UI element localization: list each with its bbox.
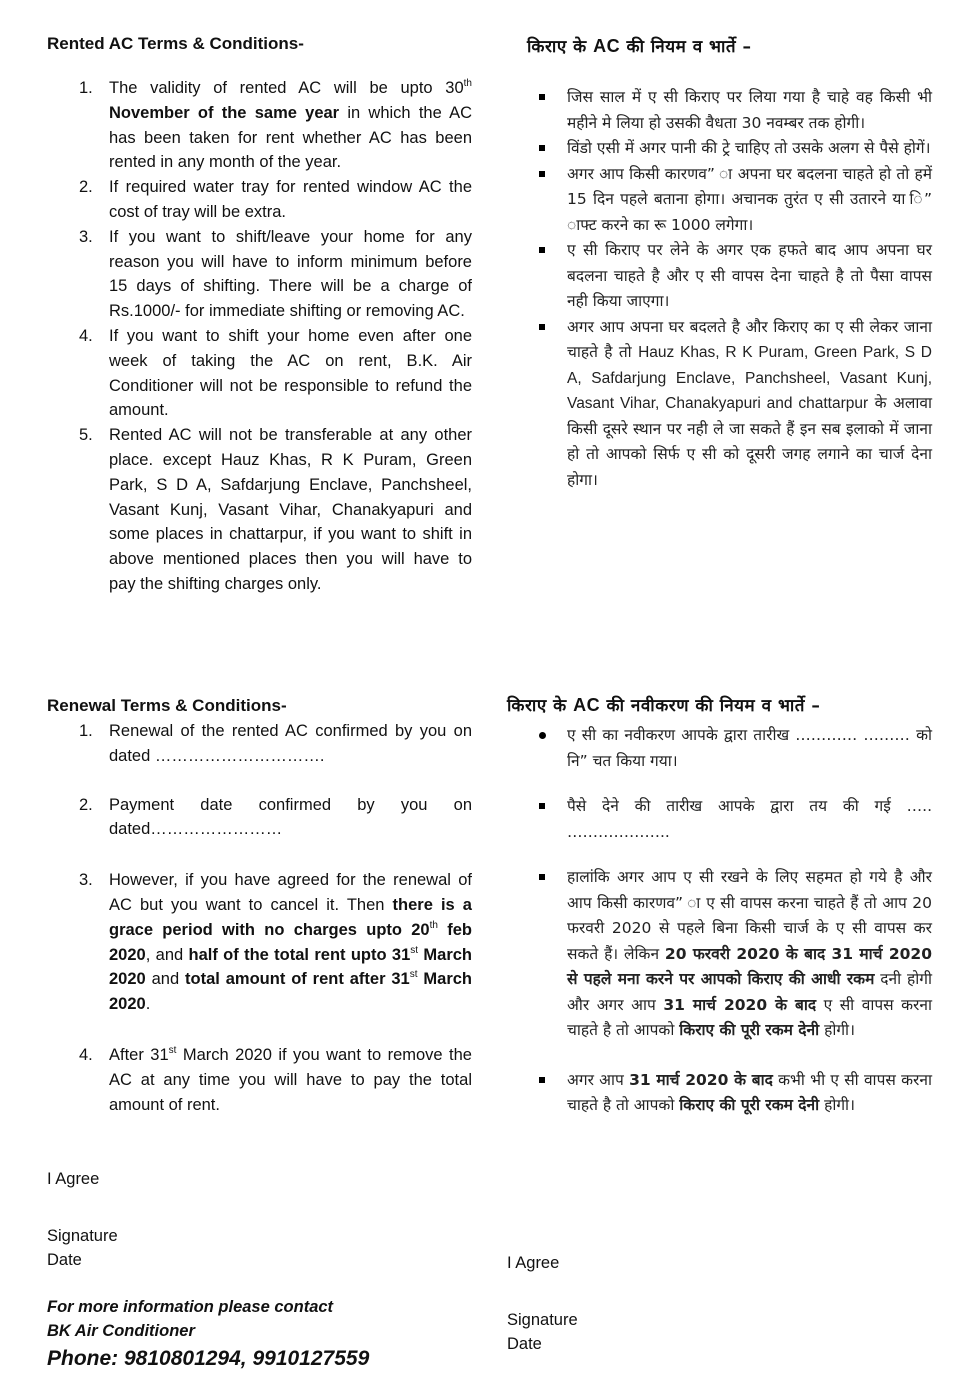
rented-terms-heading-hindi: किराए के AC की नियम व भार्ते –	[527, 36, 752, 57]
square-bullet-icon	[539, 803, 545, 809]
list-item: जिस साल में ए सी किराए पर लिया गया है चाहे वह किसी भी महीने मे लिया हो उसकी वैधता 30 नवम्बर तक होगी।	[507, 85, 932, 136]
list-item: पैसे देने की तारीख आपके द्वारा तय की गई ….. ………………..	[507, 794, 932, 845]
date-label: Date	[47, 1251, 82, 1269]
signature-label-right: Signature	[507, 1311, 578, 1329]
list-item: 4. After 31st March 2020 if you want to remove the AC at any time you will have to pay the total amount of rent.	[79, 1044, 472, 1114]
rented-terms-list-hindi	[507, 85, 932, 493]
list-item: अगर आप किसी कारणव” ा अपना घर बदलना चाहते हो तो हमें 15 दिन पहले बताना होगा। अचानक तुरंत ए सी उतारने या ि” ाफ्ट करने का रू 1000 लगेगा।	[507, 162, 932, 239]
agree-label-right: I Agree	[507, 1254, 560, 1272]
renewal-terms-hi	[507, 694, 932, 1119]
list-item: अगर आप अपना घर बदलते है और किराए का ए सी लेकर जाना चाहते है तो Hauz Khas, R K Puram, Green Park, S D A, Safdarjung Enclave, Panchsheel, Vasant Kunj, Vasant Vihar, Chanakyapuri and chattarpur के अलावा किसी दूसरे स्थान पर नही ले जा सकते हैं इन सब इलाको में जाना हो तो आपको सिर्फ ए सी को दूसरी जगह लगाने का चार्ज देना होगा।	[507, 315, 932, 494]
square-bullet-icon	[539, 247, 545, 253]
rented-terms-heading: Rented AC Terms & Conditions-	[47, 34, 304, 53]
signature-label: Signature	[47, 1227, 118, 1245]
rented-terms-hi	[527, 35, 932, 493]
round-bullet-icon	[539, 732, 546, 739]
square-bullet-icon	[539, 171, 545, 177]
list-item: 3. However, if you have agreed for the renewal of AC but you want to cancel it. Then there is a grace period with no charges upto 20th feb 2020, and half of the total rent upto 31st March 2020 and total amount of rent after 31st March 2020.	[79, 871, 472, 1014]
date-label-right: Date	[507, 1335, 542, 1353]
rented-terms-en	[47, 33, 472, 597]
agree-label: I Agree	[47, 1170, 100, 1188]
list-item: ए सी किराए पर लेने के अगर एक हफते बाद आप अपना घर बदलना चाहते है और ए सी वापस देना चाहते है तो पैसा वापस नही किया जाएगा।	[507, 238, 932, 315]
list-item: 2. If required water tray for rented window AC the cost of tray will be extra.	[79, 178, 472, 221]
company-name: BK Air Conditioner	[47, 1322, 195, 1340]
renewal-terms-heading: Renewal Terms & Conditions-	[47, 696, 287, 715]
renewal-terms-list-hindi	[507, 723, 932, 1119]
list-item: विंडो एसी में अगर पानी की ट्रे चाहिए तो उसके अलग से पैसे होगें।	[507, 136, 932, 162]
list-item: अगर आप 31 मार्च 2020 के बाद कभी भी ए सी वापस करना चाहते है तो आपको किराए की पूरी रकम देनी होगी।	[507, 1068, 932, 1119]
square-bullet-icon	[539, 874, 545, 880]
renewal-terms-heading-hindi: किराए के AC की नवीकरण की नियम व भार्ते –	[507, 695, 821, 716]
list-item: 5. Rented AC will not be transferable at any other place. except Hauz Khas, R K Puram, Green Park, S D A, Safdarjung Enclave, Panchsheel, Vasant Kunj, Vasant Vihar, Chanakyapuri and some places in chattarpur, if you want to shift in above mentioned places then you will have to pay the shifting charges only.	[79, 426, 472, 593]
contact-block	[47, 1295, 369, 1374]
square-bullet-icon	[539, 145, 545, 151]
list-item: हालांकि अगर आप ए सी रखने के लिए सहमत हो गये है और आप किसी कारणव” ा ए सी वापस करना चाहते हैं तो आप 20 फरवरी 2020 से पहले बिना किसी चार्ज के ए सी वापस कर सकते हैं। लेकिन 20 फरवरी 2020 के बाद 31 मार्च 2020 से पहले मना करने पर आपको किराए की आधी रकम दनी होगी और अगर आप 31 मार्च 2020 के बाद ए सी वापस करना चाहते है तो आपको किराए की पूरी रकम देनी होगी।	[507, 865, 932, 1044]
phone-numbers: Phone: 9810801294, 9910127559	[47, 1347, 370, 1370]
renewal-terms-list	[47, 719, 472, 1117]
square-bullet-icon	[539, 324, 545, 330]
contact-line: For more information please contact	[47, 1298, 334, 1316]
list-item: ए सी का नवीकरण आपके द्वारा तारीख ………… ……… को नि” चत किया गया।	[507, 723, 932, 774]
list-item: 1. Renewal of the rented AC confirmed by you on dated ………………………….	[79, 722, 472, 765]
square-bullet-icon	[539, 1077, 545, 1083]
square-bullet-icon	[539, 94, 545, 100]
rented-terms-list	[47, 76, 472, 597]
list-item: 1. The validity of rented AC will be upto 30th November of the same year in which the AC has been taken for rent whether AC has been rented in any month of the year.	[79, 78, 472, 172]
list-item: 2. Payment date confirmed by you on dated……………………	[79, 795, 472, 839]
renewal-terms-en	[47, 695, 472, 1117]
list-item: 3. If you want to shift/leave your home for any reason you will have to inform minimum before 15 days of shifting. There will be a charge of Rs.1000/- for immediate shifting or removing AC.	[79, 227, 472, 321]
list-item: 4. If you want to shift your home even after one week of taking the AC on rent, B.K. Air Conditioner will not be responsible to refund the amount.	[79, 326, 472, 420]
